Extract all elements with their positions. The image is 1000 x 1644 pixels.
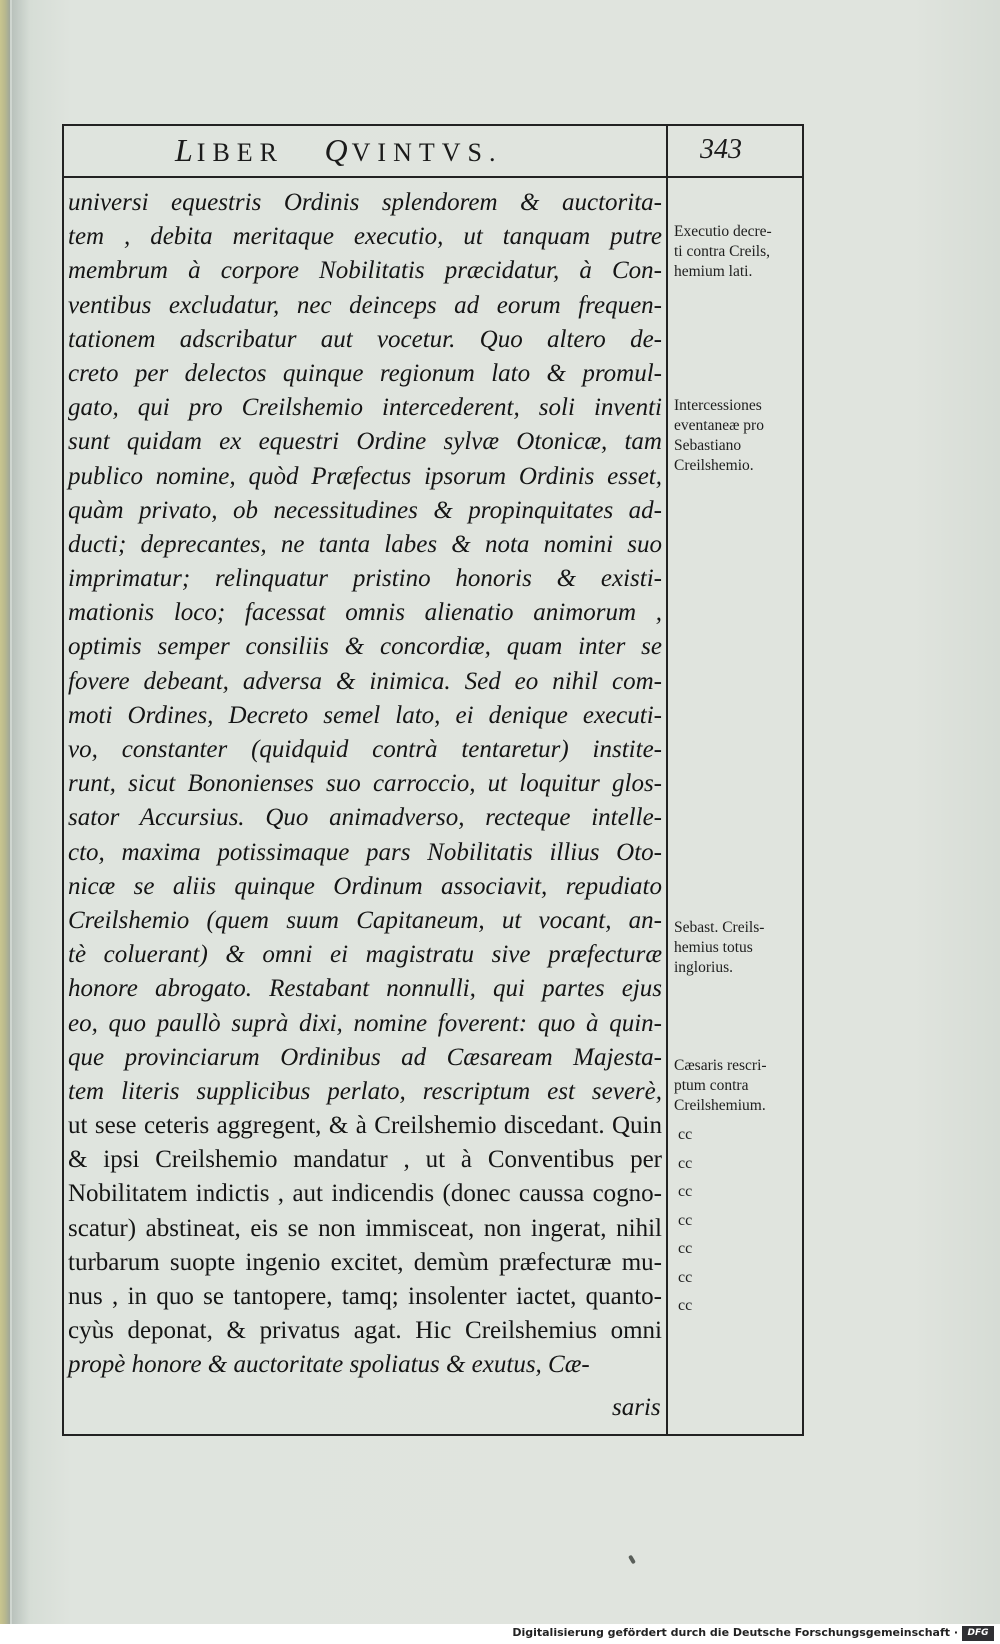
- body-line: cto, maxima potissimaque pars Nobilitatis illius Oto-: [68, 838, 662, 866]
- body-line: ut sese ceteris aggregent, & à Creilshemio discedant. Quin: [68, 1112, 662, 1140]
- margin-note-line: Sebast. Creils-: [674, 919, 765, 936]
- body-line: tem literis supplicibus perlato, rescriptum est severè,: [68, 1077, 662, 1105]
- margin-note-line: ti contra Creils,: [674, 243, 770, 260]
- body-line: creto per delectos quinque regionum lato & promul-: [68, 359, 662, 387]
- body-line: tationem adscribatur aut vocetur. Quo altero de-: [68, 325, 662, 353]
- body-line: scatur) abstineat, eis se non immisceat, non ingerat, nihil: [68, 1214, 662, 1242]
- body-line: imprimatur; relinquatur pristino honoris & existi-: [68, 565, 662, 593]
- body-line: nicæ se aliis quinque Ordinum associavit, repudiato: [68, 872, 662, 900]
- body-line: mationis loco; facessat omnis alienatio animorum ,: [68, 599, 662, 627]
- body-line: sator Accursius. Quo animadverso, recteque intelle-: [68, 804, 662, 832]
- running-head: [175, 132, 502, 169]
- margin-note-executio: [674, 222, 810, 282]
- margin-note-line: hemius totus: [674, 939, 753, 956]
- body-line: eo, quo paullò suprà dixi, nomine foverent: quo à quin-: [68, 1009, 662, 1037]
- body-line: Creilshemio (quem suum Capitaneum, ut vocant, an-: [68, 906, 662, 934]
- running-head-quintus-cap: Q: [324, 132, 352, 168]
- margin-note-line: Sebastiano: [674, 437, 742, 454]
- body-line: ducti; deprecantes, ne tanta labes & nota nomini suo: [68, 530, 662, 558]
- body-line: & ipsi Creilshemio mandatur , ut à Conventibus per: [68, 1146, 662, 1174]
- running-head-liber-cap: L: [175, 132, 197, 168]
- body-line: moti Ordines, Decreto semel lato, ei denique executi-: [68, 701, 662, 729]
- dfg-logo: DFG: [962, 1626, 994, 1641]
- body-line: propè honore & auctoritate spoliatus & exutus, Cæ-: [68, 1351, 590, 1379]
- footer-credit: Digitalisierung gefördert durch die Deutsche Forschungsgemeinschaft ·: [512, 1626, 958, 1639]
- body-line: quàm privato, ob necessitudines & propinquitates ad-: [68, 496, 662, 524]
- quote-mark: cc: [678, 1211, 693, 1229]
- book-edge: [0, 0, 10, 1644]
- body-line: Nobilitatem indictis , aut indicendis (donec caussa cogno-: [68, 1180, 662, 1208]
- margin-note-line: ptum contra: [674, 1077, 749, 1094]
- header-rule: [62, 176, 802, 178]
- quote-mark: cc: [678, 1154, 693, 1172]
- catchword: saris: [612, 1394, 661, 1421]
- running-head-quintus-rest: VINTVS.: [351, 138, 503, 167]
- body-line: membrum à corpore Nobilitatis præcidatur, à Con-: [68, 257, 662, 285]
- margin-note-line: inglorius.: [674, 959, 733, 976]
- margin-note-intercessiones: [674, 396, 810, 476]
- margin-note-line: eventaneæ pro: [674, 417, 764, 434]
- body-line: optimis semper consiliis & concordiæ, quam inter se: [68, 633, 662, 661]
- body-line: vo, constanter (quidquid contrà tentaretur) institе-: [68, 736, 662, 763]
- quote-mark: cc: [678, 1297, 693, 1314]
- body-line: tè coluerant) & omni ei magistratu sive præfecturæ: [68, 941, 662, 969]
- body-line: ventibus excludatur, nec deinceps ad eorum frequen-: [68, 291, 662, 319]
- quote-marks-column: [678, 1126, 692, 1326]
- margin-note-inglorius: [674, 918, 810, 978]
- body-line: nus , in quo se tantopere, tamq; insolenter iactet, quanto-: [68, 1283, 662, 1310]
- quote-mark: cc: [678, 1268, 693, 1286]
- margin-note-rescriptum: [674, 1056, 810, 1116]
- margin-note-line: Creilshemium.: [674, 1097, 766, 1114]
- body-line: turbarum suopte ingenio excitet, demùm præfecturæ mu-: [68, 1248, 662, 1276]
- body-line: gato, qui pro Creilshemio intercederent, soli inventi: [68, 394, 662, 422]
- body-line: cyùs deponat, & privatus agat. Hic Creilshemius omni: [68, 1317, 662, 1345]
- body-line: universi equestris Ordinis splendorem & auctorita-: [68, 189, 662, 216]
- margin-note-line: Creilshemio.: [674, 457, 754, 474]
- body-line: publico nomine, quòd Præfectus ipsorum Ordinis esset,: [68, 462, 662, 490]
- margin-note-line: Executio decre-: [674, 223, 772, 240]
- margin-note-line: hemium lati.: [674, 263, 753, 280]
- margin-divider: [666, 124, 668, 1434]
- body-line: sunt quidam ex equestri Ordine sylvæ Otonicæ, tam: [68, 428, 662, 456]
- quote-mark: cc: [678, 1126, 693, 1143]
- body-line: honore abrogato. Restabant nonnulli, qui partes ejus: [68, 975, 662, 1003]
- footer-bar: [0, 1624, 1000, 1644]
- quote-mark: cc: [678, 1183, 693, 1200]
- body-line: fovere debeant, adversa & inimica. Sed eo nihil com-: [68, 667, 662, 695]
- body-line: que provinciarum Ordinibus ad Cæsaream Majesta-: [68, 1043, 662, 1071]
- body-line: runt, sicut Bononienses suo carroccio, ut loquitur glos-: [68, 770, 662, 798]
- quote-mark: cc: [678, 1240, 693, 1257]
- body-line: tem , debita meritaque executio, ut tanquam putre: [68, 223, 662, 251]
- running-head-liber-rest: IBER: [196, 138, 285, 167]
- margin-note-line: Cæsaris rescri-: [674, 1057, 767, 1074]
- body-text: [68, 186, 662, 1383]
- margin-note-line: Intercessiones: [674, 397, 762, 414]
- page-number: 343: [700, 134, 742, 165]
